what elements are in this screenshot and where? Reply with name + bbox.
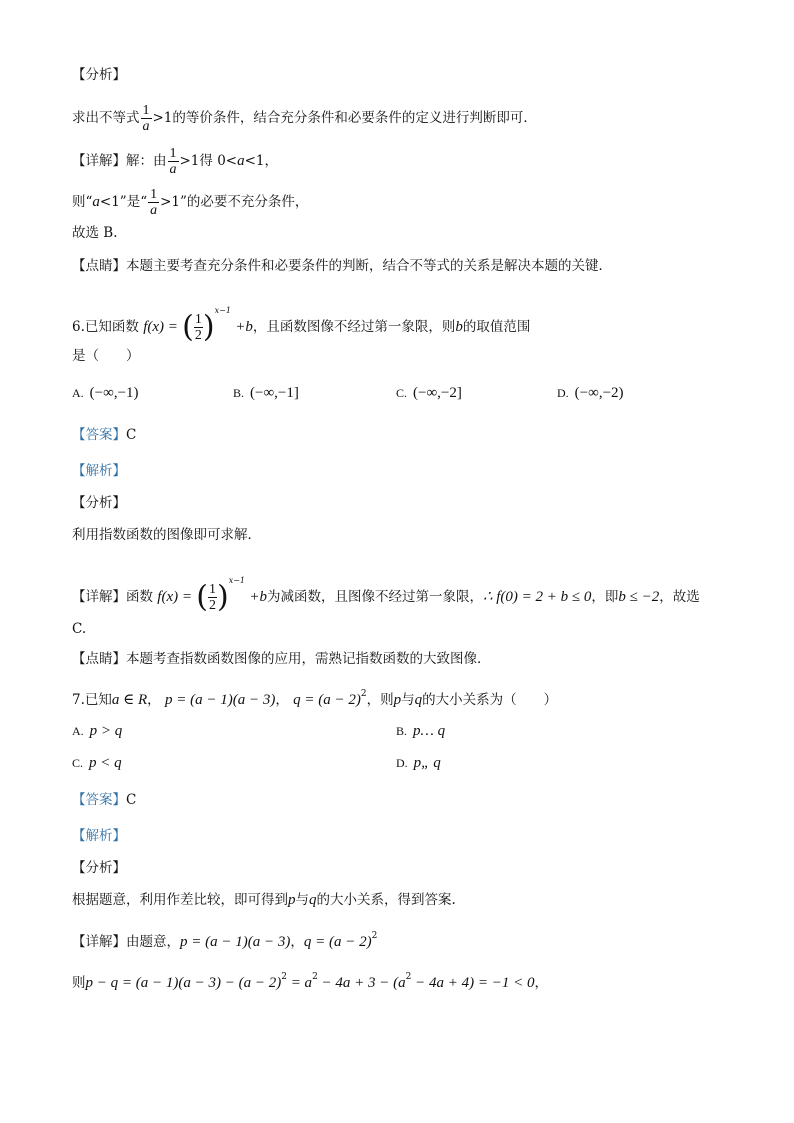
option-b: B. (−∞,−1] (233, 385, 299, 401)
choose-line: 故选 B. (72, 225, 118, 241)
detail-line-cont: C. (72, 621, 87, 637)
section-analysis-header: 【分析】 (72, 860, 126, 876)
analysis-line: 利用指数函数的图像即可求解． (72, 527, 261, 543)
question-6-stem-cont: 是（ ） (72, 348, 140, 364)
fraction-one-half: $\frac{1}{2}$ (209, 582, 216, 613)
option-a: A. (−∞,−1) (72, 385, 139, 401)
option-c: C. p < q (72, 755, 122, 771)
question-6-stem: 6.已知函数 f(x) = ( $\frac{1}{2}$ )$^{x-1}$ +b，且函数图像不经过第一象限，则b的取值范围 (72, 306, 531, 345)
analysis-line: 求出不等式 $\frac{1}{a}$ >1的等价条件，结合充分条件和必要条件的定义进行判断即可． (72, 103, 537, 134)
section-analysis-header: 【分析】 (72, 67, 126, 83)
option-a: A. p > q (72, 723, 123, 739)
option-c: C. (−∞,−2] (396, 385, 462, 401)
detail-line: 【详解】由题意，p = (a − 1)(a − 3)，$q = (a - 2)^2$ (72, 931, 378, 950)
section-solution-header: 【解析】 (72, 828, 126, 844)
fraction-one-over-a: $\frac{1}{a}$ (150, 187, 158, 218)
question-7-stem: 7.已知a ∈ R， p = (a − 1)(a − 3)， $q = (a - 2)^2$，则p与q的大小关系为（ ） (72, 689, 558, 708)
remark-line: 【点睛】本题主要考查充分条件和必要条件的判断，结合不等式的关系是解决本题的关键． (72, 258, 612, 274)
analysis-line: 根据题意，利用作差比较，即可得到p与q的大小关系，得到答案. (72, 892, 456, 908)
conclusion-line: 则“a<1”是“ $\frac{1}{a}$ >1”的必要不充分条件， (72, 187, 309, 218)
answer-line: 【答案】C (72, 427, 137, 443)
option-d: D. p„ q (396, 755, 441, 771)
calculation-line: 则$p - q = (a - 1)(a - 3) - (a - 2)^2 = a^2 - 4a + 3 - (a^2 - 4a + 4) = -1 < 0$， (72, 972, 549, 991)
remark-line: 【点睛】本题考查指数函数图像的应用，需熟记指数函数的大致图像． (72, 651, 491, 667)
answer-line: 【答案】C (72, 792, 137, 808)
option-d: D. (−∞,−2) (557, 385, 624, 401)
section-analysis-header: 【分析】 (72, 495, 126, 511)
fraction-one-over-a: $\frac{1}{a}$ (169, 146, 177, 177)
fraction-one-half: $\frac{1}{2}$ (194, 312, 202, 343)
detail-line: 【详解】解：由 $\frac{1}{a}$ >1得 0<a<1， (72, 146, 278, 177)
section-solution-header: 【解析】 (72, 463, 126, 479)
detail-line: 【详解】函数 f(x) = ( $\frac{1}{2}$ )$^{x-1}$ +b为减函数，且图像不经过第一象限，∴ f(0) = 2 + b ≤ 0，即b ≤ −2，故选 (72, 576, 700, 615)
fraction-one-over-a: $\frac{1}{a}$ (142, 103, 150, 134)
option-b: B. p… q (396, 723, 446, 739)
